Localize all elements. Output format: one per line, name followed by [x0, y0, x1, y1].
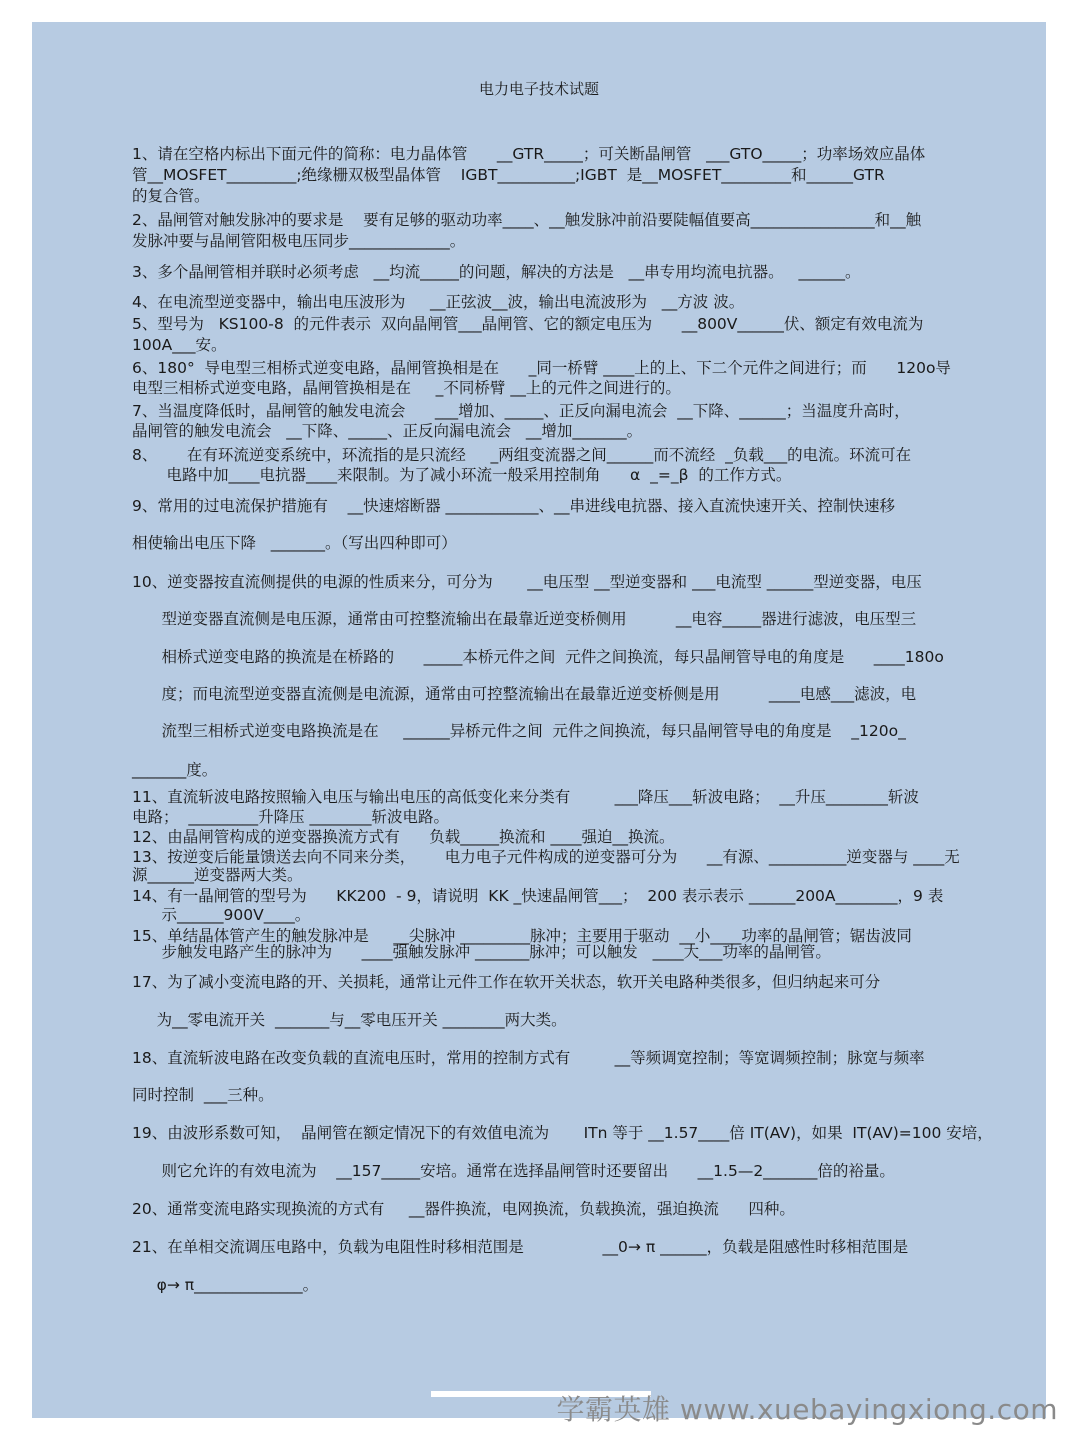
- question-line: 为__零电流开关 _______与__零电压开关 ________两大类。: [132, 1011, 567, 1029]
- question-line: 3、多个晶闸管相并联时必须考虑 __均流_____的问题，解决的方法是 __串专用均流电抗器。 ______。: [132, 263, 861, 281]
- question-line: 18、直流斩波电路在改变负载的直流电压时，常用的控制方式有 __等频调宽控制；等宽调频控制；脉宽与频率: [132, 1049, 925, 1067]
- question-line: 电型三相桥式逆变电路，晶闸管换相是在 _不同桥臂 __上的元件之间进行的。: [132, 379, 681, 397]
- page-title: 电力电子技术试题: [478, 80, 599, 98]
- question-line: 21、在单相交流调压电路中，负载为电阻性时移相范围是 __0→ π ______，负载是阻感性时移相范围是: [132, 1238, 909, 1256]
- question-line: 同时控制 ___三种。: [132, 1086, 274, 1104]
- question-line: 19、由波形系数可知， 晶闸管在额定情况下的有效值电流为 ITn 等于 __1.57____倍 IT(AV)，如果 IT(AV)=100 安培，: [132, 1124, 993, 1142]
- question-line: 电路中加____电抗器____来限制。为了减小环流一般采用控制角 α _=_β 的工作方式。: [132, 466, 792, 484]
- question-line: 10、逆变器按直流侧提供的电源的性质来分，可分为 __电压型 __型逆变器和 ___电流型 ______型逆变器，电压: [132, 573, 922, 591]
- question-line: 100A___安。: [132, 336, 227, 354]
- question-line: 11、直流斩波电路按照输入电压与输出电压的高低变化来分类有 ___降压___斩波电路； __升压________斩波: [132, 788, 919, 806]
- question-line: 源______逆变器两大类。: [132, 866, 303, 884]
- question-line: 8、 在有环流逆变系统中，环流指的是只流经 _两组变流器之间______而不流经 _负载___的电流。环流可在: [132, 446, 912, 464]
- question-line: 示______900V____。: [132, 906, 311, 924]
- question-line: 相使输出电压下降 _______。（写出四种即可）: [132, 534, 457, 552]
- question-line: 9、常用的过电流保护措施有 __快速熔断器 ____________、__串进线电抗器、接入直流快速开关、控制快速移: [132, 497, 895, 515]
- question-line: 则它允许的有效电流为 __157_____安培。通常在选择晶闸管时还要留出 __1.5—2_______倍的裕量。: [132, 1162, 895, 1180]
- question-line: 步触发电路产生的脉冲为 ____强触发脉冲 _______脉冲；可以触发 ____大___功率的晶闸管。: [132, 943, 831, 961]
- question-line: 发脉冲要与晶闸管阳极电压同步_____________。: [132, 232, 466, 250]
- question-line: 15、单结晶体管产生的触发脉冲是 __尖脉冲 _________脉冲；主要用于驱动 __小____功率的晶闸管；锯齿波同: [132, 927, 912, 945]
- question-line: 电路； _________升降压 ________斩波电路。: [132, 808, 450, 826]
- question-line: 相桥式逆变电路的换流是在桥路的 _____本桥元件之间 元件之间换流，每只晶闸管导电的角度是 ____180o: [132, 648, 944, 666]
- question-line: _______度。: [132, 761, 218, 779]
- watermark: 学霸英雄 www.xuebayingxiong.com: [556, 1393, 1058, 1426]
- question-line: 度；而电流型逆变器直流侧是电流源，通常由可控整流输出在最靠近逆变桥侧是用 ____电感___滤波，电: [132, 685, 917, 703]
- question-line: 13、按逆变后能量馈送去向不同来分类， 电力电子元件构成的逆变器可分为 __有源、__________逆变器与 ____无: [132, 848, 960, 866]
- question-line: 晶闸管的触发电流会 __下降、_____、正反向漏电流会 __增加_______。: [132, 422, 643, 440]
- question-line: 7、当温度降低时，晶闸管的触发电流会 ___增加、_____、正反向漏电流会 __下降、______；当温度升高时，: [132, 402, 910, 420]
- question-line: 1、请在空格内标出下面元件的简称：电力晶体管 __GTR_____；可关断晶闸管 ___GTO_____；功率场效应晶体: [132, 145, 926, 163]
- question-line: 2、晶闸管对触发脉冲的要求是 要有足够的驱动功率____、__触发脉冲前沿要陡幅值要高________________和__触: [132, 211, 922, 229]
- question-line: 型逆变器直流侧是电压源，通常由可控整流输出在最靠近逆变桥侧用 __电容_____器进行滤波，电压型三: [132, 610, 917, 628]
- question-line: 12、由晶闸管构成的逆变器换流方式有 负载_____换流和 ____强迫__换流。: [132, 828, 675, 846]
- question-line: 4、在电流型逆变器中，输出电压波形为 __正弦波__波，输出电流波形为 __方波 波。: [132, 293, 745, 311]
- question-line: φ→ π______________。: [132, 1276, 319, 1294]
- question-line: 6、180° 导电型三相桥式逆变电路，晶闸管换相是在 _同一桥臂 ____上的上、下二个元件之间进行；而 120o导: [132, 359, 951, 377]
- question-line: 管__MOSFET_________;绝缘栅双极型晶体管 IGBT__________;IGBT 是__MOSFET_________和______GTR: [132, 166, 885, 184]
- question-line: 的复合管。: [132, 187, 210, 205]
- document-page: [32, 22, 1046, 1418]
- question-line: 14、有一晶闸管的型号为 KK200 - 9，请说明 KK _快速晶闸管___； 200 表示表示 ______200A________，9 表: [132, 887, 944, 905]
- question-line: 20、通常变流电路实现换流的方式有 __器件换流，电网换流，负载换流，强迫换流 四种。: [132, 1200, 795, 1218]
- question-line: 5、型号为 KS100-8 的元件表示 双向晶闸管___晶闸管、它的额定电压为 __800V______伏、额定有效电流为: [132, 315, 924, 333]
- question-line: 流型三相桥式逆变电路换流是在 ______异桥元件之间 元件之间换流，每只晶闸管导电的角度是 _120o_: [132, 722, 906, 740]
- question-line: 17、为了减小变流电路的开、关损耗，通常让元件工作在软开关状态，软开关电路种类很多，但归纳起来可分: [132, 973, 881, 991]
